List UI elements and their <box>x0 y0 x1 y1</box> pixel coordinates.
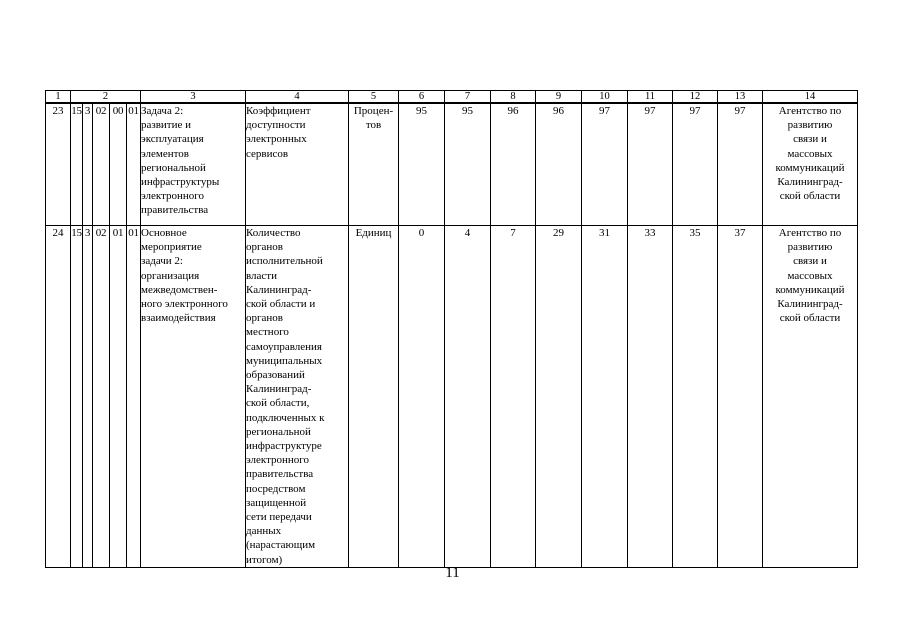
agency-cell <box>763 226 858 568</box>
column-number-row <box>46 91 858 104</box>
value-cell: 7 <box>491 226 536 568</box>
column-header: 13 <box>718 91 763 104</box>
value-cell: 95 <box>399 103 445 226</box>
task-line: Задача 2: <box>141 105 184 117</box>
indicators-table <box>45 90 858 568</box>
page-number: 11 <box>445 565 460 581</box>
indicator-line: органов <box>246 241 283 254</box>
value-cell: 97 <box>628 103 673 226</box>
agency-line: массовых <box>787 269 833 282</box>
task-cell <box>141 103 246 226</box>
unit-cell <box>349 226 399 568</box>
agency-line: развитию <box>787 241 833 254</box>
column-header: 12 <box>673 91 718 104</box>
indicator-line: ской области и <box>246 298 316 311</box>
value-cell: 35 <box>673 226 718 568</box>
code-cell: 02 <box>93 103 110 226</box>
task-line: взаимодействия <box>141 312 216 325</box>
column-header: 1 <box>46 91 71 104</box>
indicator-line: сервисов <box>246 147 289 160</box>
task-line: элементов <box>141 147 189 160</box>
table-row <box>46 226 858 568</box>
task-line: эксплуатация <box>141 133 204 146</box>
table-row <box>46 103 858 226</box>
unit-line: Процен- <box>353 105 394 117</box>
agency-line: связи и <box>793 255 827 268</box>
value-cell: 4 <box>445 226 491 568</box>
indicator-line: электронных <box>246 133 307 146</box>
value-cell: 33 <box>628 226 673 568</box>
task-line: ного электронного <box>141 298 228 311</box>
agency-line: Калининград- <box>777 298 843 311</box>
task-cell <box>141 226 246 568</box>
column-header: 11 <box>628 91 673 104</box>
indicator-line: доступности <box>246 119 306 132</box>
agency-line: Агентство по <box>778 105 842 117</box>
indicator-line: самоуправления <box>246 340 322 353</box>
indicator-line: посредством <box>246 482 306 495</box>
indicator-cell <box>246 226 349 568</box>
code-cell: 15 <box>71 226 83 568</box>
column-header: 10 <box>582 91 628 104</box>
code-cell: 15 <box>71 103 83 226</box>
code-cell: 00 <box>110 103 127 226</box>
value-cell: 97 <box>582 103 628 226</box>
indicator-line: органов <box>246 312 283 325</box>
indicator-line: подключенных к <box>246 411 325 424</box>
column-header: 14 <box>763 91 858 104</box>
indicator-line: образований <box>246 369 305 382</box>
indicator-line: защищенной <box>246 496 307 509</box>
column-header: 5 <box>349 91 399 104</box>
agency-line: коммуникаций <box>775 283 845 296</box>
unit-line: Единиц <box>355 227 392 239</box>
agency-line: развитию <box>787 119 833 132</box>
code-cell: 01 <box>127 226 141 568</box>
agency-line: ской области <box>779 190 841 203</box>
code-cell: 3 <box>83 103 93 226</box>
value-cell: 97 <box>673 103 718 226</box>
agency-cell <box>763 103 858 226</box>
column-header: 8 <box>491 91 536 104</box>
unit-line: тов <box>365 119 382 132</box>
row-number: 24 <box>46 226 71 568</box>
indicator-line: ской области, <box>246 397 310 410</box>
indicator-line: электронного <box>246 454 310 467</box>
indicator-line: инфраструктуре <box>246 440 322 453</box>
task-line: инфраструктуры <box>141 176 220 189</box>
code-cell: 3 <box>83 226 93 568</box>
agency-line: Калининград- <box>777 176 843 189</box>
value-cell: 0 <box>399 226 445 568</box>
value-cell: 97 <box>718 103 763 226</box>
task-line: межведомствен- <box>141 283 218 296</box>
indicator-line: Калининград- <box>246 383 312 396</box>
task-line: Основное <box>141 227 187 239</box>
indicator-line: местного <box>246 326 289 339</box>
agency-line: ской области <box>779 312 841 325</box>
column-header: 6 <box>399 91 445 104</box>
indicator-line: правительства <box>246 468 314 481</box>
task-line: развитие и <box>141 119 192 132</box>
code-cell: 02 <box>93 226 110 568</box>
value-cell: 95 <box>445 103 491 226</box>
agency-line: связи и <box>793 133 827 146</box>
value-cell: 96 <box>491 103 536 226</box>
task-line: региональной <box>141 161 206 174</box>
row-number: 23 <box>46 103 71 226</box>
code-cell: 01 <box>127 103 141 226</box>
indicator-line: исполнительной <box>246 255 323 268</box>
column-header: 4 <box>246 91 349 104</box>
value-cell: 37 <box>718 226 763 568</box>
value-cell: 31 <box>582 226 628 568</box>
indicator-cell <box>246 103 349 226</box>
task-line: организация <box>141 269 200 282</box>
agency-line: коммуникаций <box>775 161 845 174</box>
agency-line: Агентство по <box>778 227 842 239</box>
indicator-line: региональной <box>246 425 311 438</box>
indicator-line: муниципальных <box>246 354 323 367</box>
column-header: 7 <box>445 91 491 104</box>
indicator-line: сети передачи <box>246 511 312 524</box>
code-cell: 01 <box>110 226 127 568</box>
value-cell: 29 <box>536 226 582 568</box>
agency-line: массовых <box>787 147 833 160</box>
indicator-line: данных <box>246 525 282 538</box>
indicator-line: (нарастающим <box>246 539 316 552</box>
value-cell: 96 <box>536 103 582 226</box>
column-header: 9 <box>536 91 582 104</box>
document-page <box>45 90 858 568</box>
task-line: мероприятие <box>141 241 202 254</box>
indicator-line: Количество <box>246 227 301 239</box>
task-line: электронного <box>141 190 205 203</box>
task-line: задачи 2: <box>141 255 183 268</box>
unit-cell <box>349 103 399 226</box>
column-header: 2 <box>71 91 141 104</box>
indicator-line: итогом) <box>246 553 283 566</box>
indicator-line: Калининград- <box>246 283 312 296</box>
indicator-line: власти <box>246 269 277 282</box>
indicator-line: Коэффициент <box>246 105 311 117</box>
task-line: правительства <box>141 204 209 217</box>
column-header: 3 <box>141 91 246 104</box>
